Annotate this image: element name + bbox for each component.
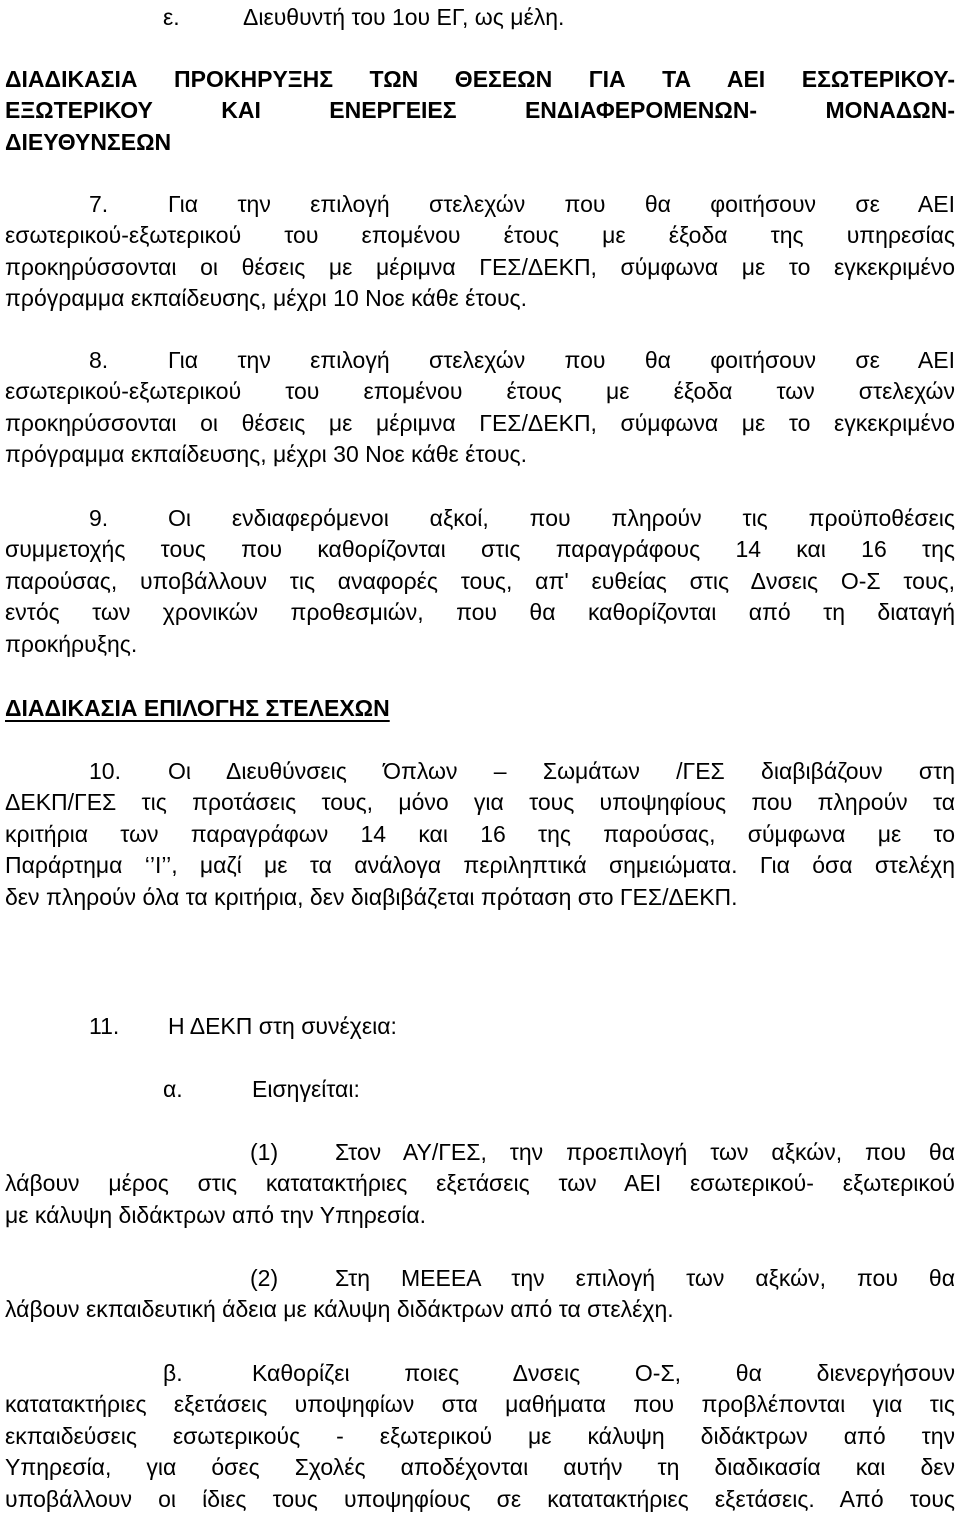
subparagraph-line: εκπαιδεύσεις εσωτερικούς - εξωτερικού με κάλυψη διδάκτρων από την xyxy=(5,1422,955,1449)
paragraph-number: 10. xyxy=(89,758,121,784)
subparagraph-line: Υπηρεσία, για όσες Σχολές αποδέχονται αυτήν τη διαδικασία και δεν xyxy=(5,1454,955,1481)
paragraph-number: 11. xyxy=(89,1013,120,1039)
heading-line: ΕΞΩΤΕΡΙΚΟΥ ΚΑΙ ΕΝΕΡΓΕΙΕΣ ΕΝΔΙΑΦΕΡΟΜΕΝΩΝ- ΜΟΝΑΔΩΝ- xyxy=(5,97,955,124)
paragraph-number: 9. xyxy=(89,505,109,531)
paragraph-line: παρούσας, υποβάλλουν τις αναφορές τους, απ' ευθείας στις Δνσεις Ο-Σ τους, xyxy=(5,567,955,594)
subparagraph-number: (2) xyxy=(250,1265,279,1291)
subparagraph-marker: β. xyxy=(163,1360,183,1386)
paragraph-line: Οι ενδιαφερόμενοι αξκοί, που πληρούν τις προϋποθέσεις xyxy=(168,505,955,531)
paragraph-text: Η ΔΕΚΠ στη συνέχεια: xyxy=(168,1013,397,1039)
subparagraph-line: κατατακτήριες εξετάσεις υποψηφίων στα μαθήματα που προβλέπονται για τις xyxy=(5,1391,955,1418)
subparagraph-line: υποβάλλουν οι ίδιες τους υποψηφίους σε κατατακτήριες εξετάσεις. Από τους xyxy=(5,1485,955,1512)
subparagraph-text: Εισηγείται: xyxy=(252,1076,360,1102)
subparagraph-line: Στον ΑΥ/ΓΕΣ, την προεπιλογή των αξκών, που θα xyxy=(335,1139,955,1165)
paragraph-7 xyxy=(5,189,955,315)
subparagraph-number: (1) xyxy=(250,1139,279,1165)
list-item-e xyxy=(5,2,955,33)
subparagraph-a-2 xyxy=(5,1263,955,1326)
subparagraph-b xyxy=(5,1358,955,1515)
heading-line: ΔΙΑΔΙΚΑΣΙΑ ΠΡΟΚΗΡΥΞΗΣ ΤΩΝ ΘΕΣΕΩΝ ΓΙΑ ΤΑ ΑΕΙ ΕΣΩΤΕΡΙΚΟΥ- xyxy=(5,66,955,92)
item-e-marker: ε. xyxy=(163,4,180,30)
paragraph-line: πρόγραμμα εκπαίδευσης, μέχρι 10 Νοε κάθε έτους. xyxy=(5,285,527,312)
subparagraph-line: λάβουν εκπαιδευτική άδεια με κάλυψη διδάκτρων από τα στελέχη. xyxy=(5,1296,674,1323)
paragraph-line: προκηρύσσονται οι θέσεις με μέριμνα ΓΕΣ/ΔΕΚΠ, σύμφωνα με το εγκεκριμένο xyxy=(5,409,955,436)
subparagraph-line: Καθορίζει ποιες Δνσεις Ο-Σ, θα διενεργήσουν xyxy=(252,1360,955,1386)
paragraph-number: 7. xyxy=(89,191,109,217)
paragraph-line: εσωτερικού-εξωτερικού του επομένου έτους με έξοδα των στελεχών xyxy=(5,378,955,405)
section-heading-procedure xyxy=(5,64,955,158)
paragraph-line: Παράρτημα ‘’Ι’’, μαζί με τα ανάλογα περιληπτικά σημειώματα. Για όσα στελέχη xyxy=(5,852,955,879)
paragraph-line: κριτήρια των παραγράφων 14 και 16 της παρούσας, σύμφωνα με το xyxy=(5,820,955,847)
paragraph-8 xyxy=(5,345,955,471)
paragraph-line: εσωτερικού-εξωτερικού του επομένου έτους με έξοδα της υπηρεσίας xyxy=(5,222,955,249)
heading-line: ΔΙΕΥΘΥΝΣΕΩΝ xyxy=(5,128,172,155)
paragraph-line: προκηρύσσονται οι θέσεις με μέριμνα ΓΕΣ/ΔΕΚΠ, σύμφωνα με το εγκεκριμένο xyxy=(5,253,955,280)
heading-text: ΔΙΑΔΙΚΑΣΙΑ ΕΠΙΛΟΓΗΣ ΣΤΕΛΕΧΩΝ xyxy=(5,695,390,721)
paragraph-10 xyxy=(5,756,955,913)
paragraph-line: Οι Διευθύνσεις Όπλων – Σωμάτων /ΓΕΣ διαβιβάζουν στη xyxy=(168,758,955,784)
paragraph-line: ΔΕΚΠ/ΓΕΣ τις προτάσεις τους, μόνο για τους υποψηφίους που πληρούν τα xyxy=(5,789,955,816)
paragraph-line: δεν πληρούν όλα τα κριτήρια, δεν διαβιβάζεται πρόταση στο ΓΕΣ/ΔΕΚΠ. xyxy=(5,883,738,910)
subparagraph-marker: α. xyxy=(163,1076,183,1102)
paragraph-line: πρόγραμμα εκπαίδευσης, μέχρι 30 Νοε κάθε έτους. xyxy=(5,441,527,468)
subparagraph-line: Στη ΜΕΕΕΑ την επιλογή των αξκών, που θα xyxy=(335,1265,955,1291)
subparagraph-line: με κάλυψη διδάκτρων από την Υπηρεσία. xyxy=(5,1201,427,1228)
subparagraph-line: λάβουν μέρος στις κατατακτήριες εξετάσεις των ΑΕΙ εσωτερικού- εξωτερικού xyxy=(5,1170,955,1197)
subparagraph-a xyxy=(5,1074,955,1105)
paragraph-line: συμμετοχής τους που καθορίζονται στις παραγράφους 14 και 16 της xyxy=(5,536,955,563)
paragraph-line: προκήρυξης. xyxy=(5,630,138,657)
paragraph-11 xyxy=(5,1011,955,1042)
subparagraph-a-1 xyxy=(5,1137,955,1231)
item-e-text: Διευθυντή του 1ου ΕΓ, ως μέλη. xyxy=(243,4,565,30)
paragraph-line: Για την επιλογή στελεχών που θα φοιτήσουν σε ΑΕΙ xyxy=(168,191,955,217)
section-heading-selection xyxy=(5,693,955,724)
paragraph-number: 8. xyxy=(89,347,109,373)
paragraph-9 xyxy=(5,503,955,660)
paragraph-line: Για την επιλογή στελεχών που θα φοιτήσουν σε ΑΕΙ xyxy=(168,347,955,373)
paragraph-line: εντός των χρονικών προθεσμιών, που θα καθορίζονται από τη διαταγή xyxy=(5,599,955,626)
